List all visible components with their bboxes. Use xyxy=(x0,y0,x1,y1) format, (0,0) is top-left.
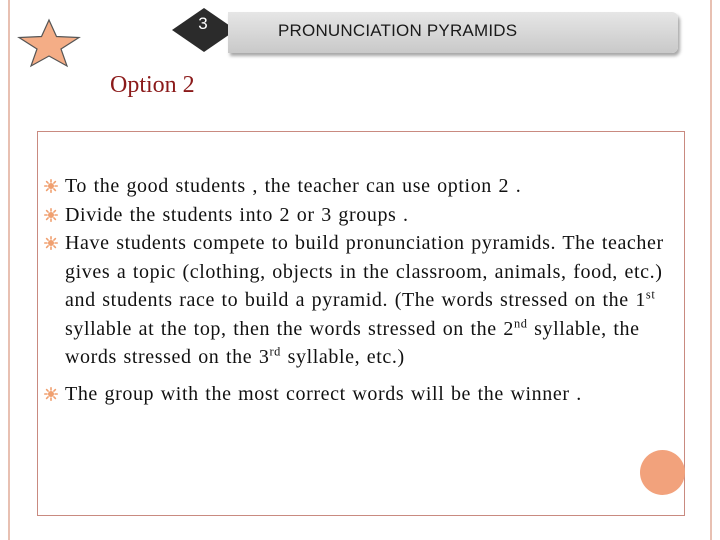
bullet-text: Have students compete to build pronunciation pyramids. The teacher gives a topic (clothing, objects in the classroom, animals, food, etc.) and students race to build a pyramid. (The words stressed on the 1st syllable at the top, then the words stressed on the 2nd syllable, the words stressed on the 3rd syllable, etc.) xyxy=(65,232,664,368)
slide-number: 3 xyxy=(198,14,208,33)
bullet-list xyxy=(44,172,684,408)
bullet-item xyxy=(44,201,684,230)
bullet-item xyxy=(44,229,684,372)
bullet-text: Divide the students into 2 or 3 groups . xyxy=(65,203,409,226)
right-border-line xyxy=(710,0,712,540)
sun-icon xyxy=(44,236,58,250)
bullet-item xyxy=(44,172,684,201)
option-heading: Option 2 xyxy=(110,72,195,98)
sun-icon xyxy=(44,208,58,222)
bullet-item xyxy=(44,380,684,409)
decorative-circle xyxy=(640,450,685,495)
left-border-line xyxy=(8,0,10,540)
slide-title: PRONUNCIATION PYRAMIDS xyxy=(278,21,518,40)
sun-icon xyxy=(44,387,58,401)
bullet-text: The group with the most correct words will be the winner . xyxy=(65,382,582,405)
bullet-text: To the good students , the teacher can use option 2 . xyxy=(65,175,522,197)
star-icon xyxy=(16,18,82,68)
sun-icon xyxy=(44,179,58,193)
